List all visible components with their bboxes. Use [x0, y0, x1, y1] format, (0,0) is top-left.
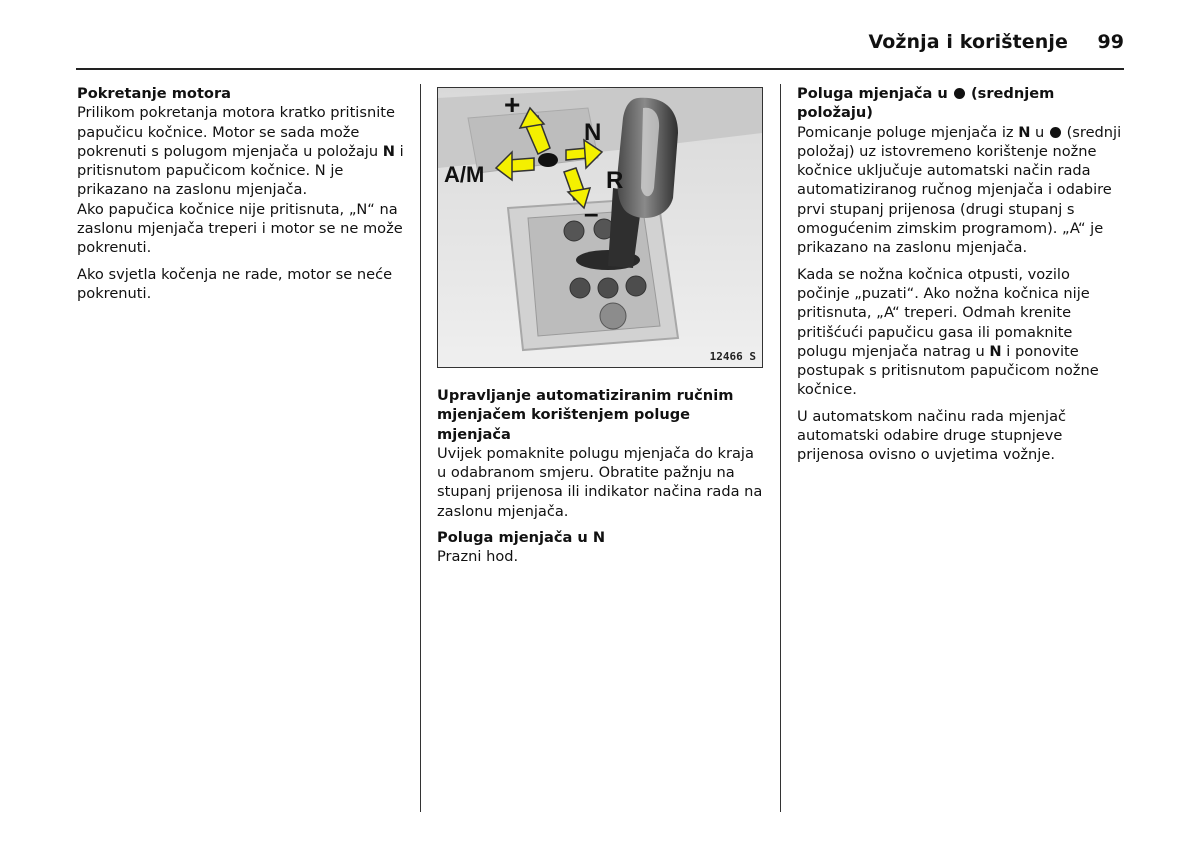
column-3 — [797, 84, 1127, 472]
center-dot-icon — [1050, 127, 1061, 138]
paragraph-manual-mode: Uvijek pomaknite polugu mjenjača do kraja u odabranom smjeru. Obratite pažnju na stupanj prijenosa ili indikator načina rada na zaslonu mjenjača. — [437, 444, 763, 520]
center-dot-icon — [954, 88, 965, 99]
paragraph-lever-n: Prazni hod. — [437, 548, 519, 566]
column-2 — [437, 386, 767, 574]
label-n: N — [584, 119, 602, 146]
paragraph-brake-lights: Ako svjetla kočenja ne rade, motor se neće pokrenuti. — [77, 265, 393, 302]
page-number: 99 — [1097, 31, 1124, 53]
section-heading-center-position: Poluga mjenjača u (srednjem položaju) — [797, 85, 1055, 122]
column-1 — [77, 84, 407, 310]
paragraph-automatic-mode: U automatskom načinu rada mjenjač automatski odabire druge stupnjeve prijenosa ovisno o uvjetima vožnje. — [797, 407, 1067, 464]
gear-lever-figure — [437, 87, 763, 368]
header-title: Vožnja i korištenje — [868, 31, 1068, 53]
column-divider-2 — [780, 84, 781, 812]
label-minus: – — [584, 198, 599, 228]
label-am: A/M — [444, 162, 485, 187]
paragraph-center-position: Pomicanje poluge mjenjača iz N u (srednji položaj) uz istovremeno korištenje nožne kočnice uključuje automatski način rada automatiziranog ručnog mjenjača i odabire prvi stupanj prijenosa (drugi stupanj s omogućenim zimskim programom). „A“ je prikazano na zaslonu mjenjača. — [797, 123, 1122, 257]
section-heading-manual-mode: Upravljanje automatiziranim ručnim mjenjačem korištenjem poluge mjenjača — [437, 387, 734, 443]
paragraph-creeping: Kada se nožna kočnica otpusti, vozilo počinje „puzati“. Ako nožna kočnica nije pritisnuta, „A“ treperi. Odmah krenite pritišćući papučicu gasa ili pomaknite polugu mjenjača natrag u N i ponovite postupak s pritisnutom papučicom nožne kočnice. — [797, 265, 1099, 399]
section-heading-lever-n: Poluga mjenjača u N — [437, 529, 606, 547]
label-r: R — [606, 167, 624, 194]
header-rule — [76, 68, 1124, 70]
paragraph-starting-engine: Prilikom pokretanja motora kratko pritisnite papučicu kočnice. Motor se sada može pokrenuti s polugom mjenjača u položaju N i pritisnutom papučicom kočnice. N je prikazano na zaslonu mjenjača. Ako papučica kočnice nije pritisnuta, „N“ na zaslonu mjenjača treperi i motor se ne može pokrenuti. — [77, 104, 404, 257]
section-heading-starting-engine: Pokretanje motora — [77, 85, 231, 102]
column-divider-1 — [420, 84, 421, 812]
label-plus: + — [504, 89, 521, 120]
figure-code: 12466 S — [709, 350, 756, 363]
